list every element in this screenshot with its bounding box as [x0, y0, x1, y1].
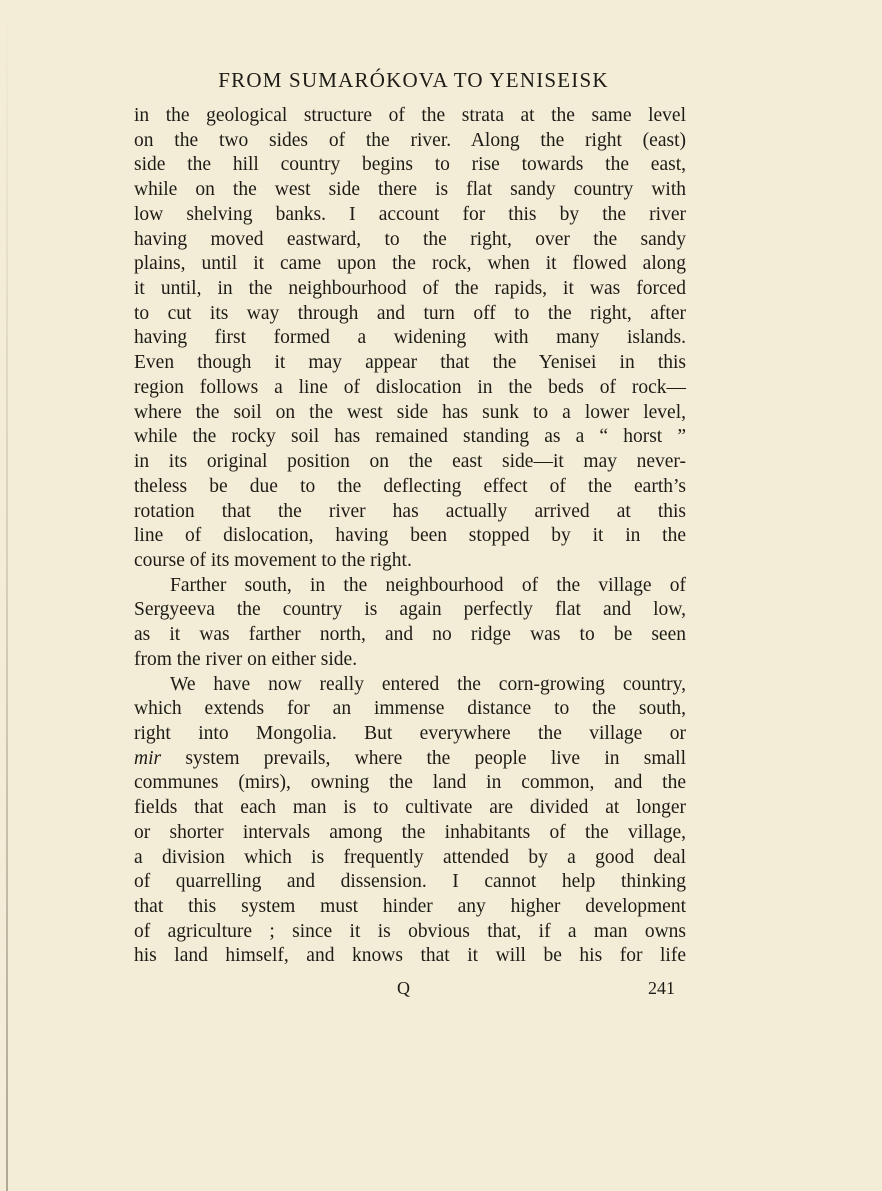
text-line: [134, 747, 686, 772]
text-line: [134, 574, 686, 599]
page-footer: [0, 975, 882, 1001]
line-text: as it was farther north, and no ridge was to be seen: [134, 624, 686, 646]
italic-term: mir: [134, 747, 162, 769]
text-line: [134, 277, 686, 302]
page-edge-shadow: [6, 0, 8, 1191]
line-text: a division which is frequently attended by a good deal: [134, 846, 686, 868]
text-line: [134, 821, 686, 846]
text-line: [134, 524, 686, 549]
line-text: right into Mongolia. But everywhere the village or: [134, 722, 686, 744]
line-text: that this system must hinder any higher development: [134, 896, 686, 917]
line-text: system prevails, where the people live in small: [161, 747, 686, 769]
text-line: [134, 944, 686, 969]
text-line: [134, 203, 686, 228]
line-text: from the river on either side.: [134, 648, 358, 670]
line-text: it until, in the neighbourhood of the rapids, it was forced: [134, 278, 686, 300]
text-line: [134, 673, 686, 698]
line-text: having first formed a widening with many islands.: [134, 327, 686, 349]
line-text: in the geological structure of the strata at the same level: [134, 105, 686, 126]
text-line: [134, 153, 686, 178]
line-text: or shorter intervals among the inhabitants of the village,: [134, 821, 686, 843]
text-line: [134, 425, 686, 450]
line-text: of quarrelling and dissension. I cannot help thinking: [134, 871, 686, 893]
text-line: [134, 326, 686, 351]
line-text: while on the west side there is flat sandy country with: [134, 179, 686, 201]
text-line: [134, 846, 686, 871]
line-text: We have now really entered the corn-growing country,: [170, 673, 686, 695]
text-line: [134, 598, 686, 623]
line-text: side the hill country begins to rise towards the east,: [134, 154, 686, 176]
text-line: [134, 722, 686, 747]
body-text: [134, 104, 686, 969]
text-line: [134, 129, 686, 154]
line-text: to cut its way through and turn off to the right, after: [134, 302, 686, 324]
text-line: [134, 228, 686, 253]
text-line: [134, 623, 686, 648]
text-line: [134, 549, 686, 574]
text-line: [134, 475, 686, 500]
line-text: communes (mirs), owning the land in common, and the: [134, 772, 686, 794]
line-text: while the rocky soil has remained standing as a “ horst ”: [134, 426, 686, 448]
text-line: [134, 895, 686, 920]
text-line: [134, 302, 686, 327]
line-text: low shelving banks. I account for this by the river: [134, 203, 686, 225]
line-text: plains, until it came upon the rock, when it flowed along: [134, 253, 686, 275]
line-text: his land himself, and knows that it will be his for life: [134, 945, 686, 967]
text-line: [134, 351, 686, 376]
line-text: rotation that the river has actually arrived at this: [134, 500, 686, 522]
line-text: line of dislocation, having been stopped by it in the: [134, 525, 686, 547]
line-text: course of its movement to the right.: [134, 549, 412, 571]
text-line: [134, 252, 686, 277]
line-text: on the two sides of the river. Along the right (east): [134, 129, 686, 151]
line-text: which extends for an immense distance to the south,: [134, 698, 686, 720]
line-text: region follows a line of dislocation in the beds of rock—: [134, 376, 686, 398]
text-line: [134, 178, 686, 203]
line-text: Even though it may appear that the Yenisei in this: [134, 352, 686, 374]
running-head: FROM SUMARÓKOVA TO YENISEISK: [218, 68, 609, 92]
line-text: theless be due to the deflecting effect of the earth’s: [134, 475, 686, 497]
text-line: [134, 697, 686, 722]
line-text: of agriculture ; since it is obvious that, if a man owns: [134, 920, 686, 942]
text-line: [134, 376, 686, 401]
text-line: [134, 648, 686, 673]
signature-mark: Q: [397, 978, 410, 998]
text-line: [134, 104, 686, 129]
line-text: Sergyeeva the country is again perfectly flat and low,: [134, 599, 686, 621]
text-line: [134, 450, 686, 475]
line-text: Farther south, in the neighbourhood of the village of: [170, 574, 686, 596]
line-text: fields that each man is to cultivate are divided at longer: [134, 797, 686, 819]
text-line: [134, 401, 686, 426]
line-text: in its original position on the east side—it may never-: [134, 451, 686, 473]
text-line: [134, 771, 686, 796]
text-line: [134, 870, 686, 895]
line-text: having moved eastward, to the right, over the sandy: [134, 228, 686, 250]
line-text: where the soil on the west side has sunk to a lower level,: [134, 401, 686, 423]
text-line: [134, 920, 686, 945]
page-number: 241: [648, 978, 675, 998]
text-line: [134, 796, 686, 821]
text-line: [134, 500, 686, 525]
